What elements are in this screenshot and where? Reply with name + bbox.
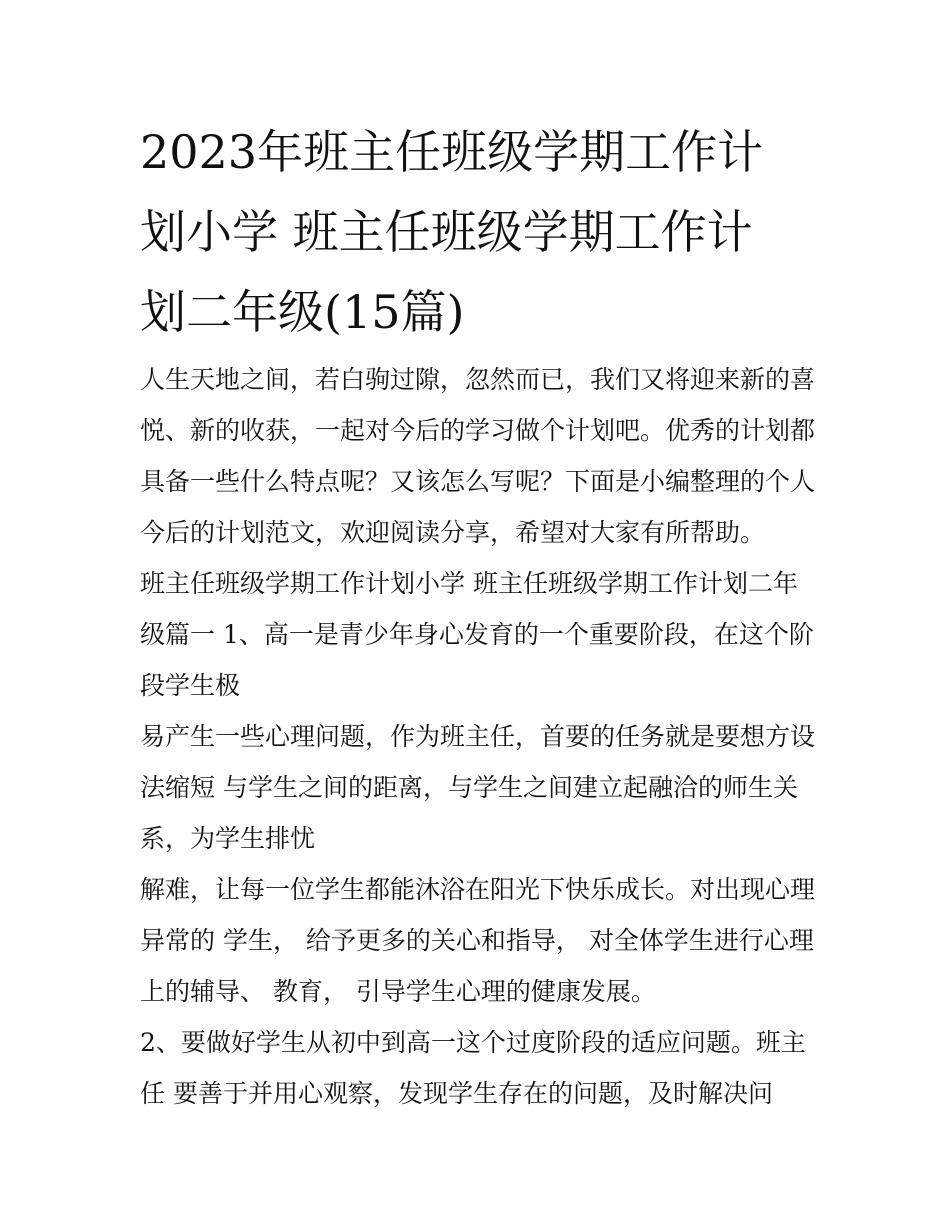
body-line: 异常的 学生， 给予更多的关心和指导， 对全体学生进行心理 (140, 926, 814, 955)
document-body (140, 354, 830, 1119)
body-line: 今后的计划范文，欢迎阅读分享，希望对大家有所帮助。 (140, 518, 766, 547)
body-line: 法缩短 与学生之间的距离，与学生之间建立起融洽的师生关 (140, 773, 798, 802)
document-title (140, 112, 810, 352)
body-line: 2、要做好学生从初中到高一这个过度阶段的适应问题。班主 (140, 1028, 806, 1057)
body-line: 人生天地之间，若白驹过隙，忽然而已，我们又将迎来新的喜 (140, 365, 816, 394)
body-line: 解难，让每一位学生都能沐浴在阳光下快乐成长。对出现心理 (140, 875, 816, 904)
body-line: 悦、新的收获，一起对今后的学习做个计划吧。优秀的计划都 (140, 416, 816, 445)
body-line: 上的辅导、 教育， 引导学生心理的健康发展。 (140, 977, 656, 1006)
body-line: 级篇一 1、高一是青少年身心发育的一个重要阶段，在这个阶 (140, 620, 814, 649)
title-line-3: 划二年级(15篇) (140, 285, 465, 339)
body-line: 易产生一些心理问题，作为班主任，首要的任务就是要想方设 (140, 722, 816, 751)
body-line: 段学生极 (140, 671, 241, 700)
body-line: 班主任班级学期工作计划小学 班主任班级学期工作计划二年 (140, 569, 798, 598)
body-line: 系，为学生排忧 (140, 824, 316, 853)
body-line: 具备一些什么特点呢？又该怎么写呢？下面是小编整理的个人 (140, 467, 816, 496)
body-line: 任 要善于并用心观察，发现学生存在的问题，及时解决问 (140, 1079, 773, 1108)
title-line-2: 划小学 班主任班级学期工作计 (140, 205, 753, 259)
title-line-1: 2023年班主任班级学期工作计 (140, 125, 764, 179)
